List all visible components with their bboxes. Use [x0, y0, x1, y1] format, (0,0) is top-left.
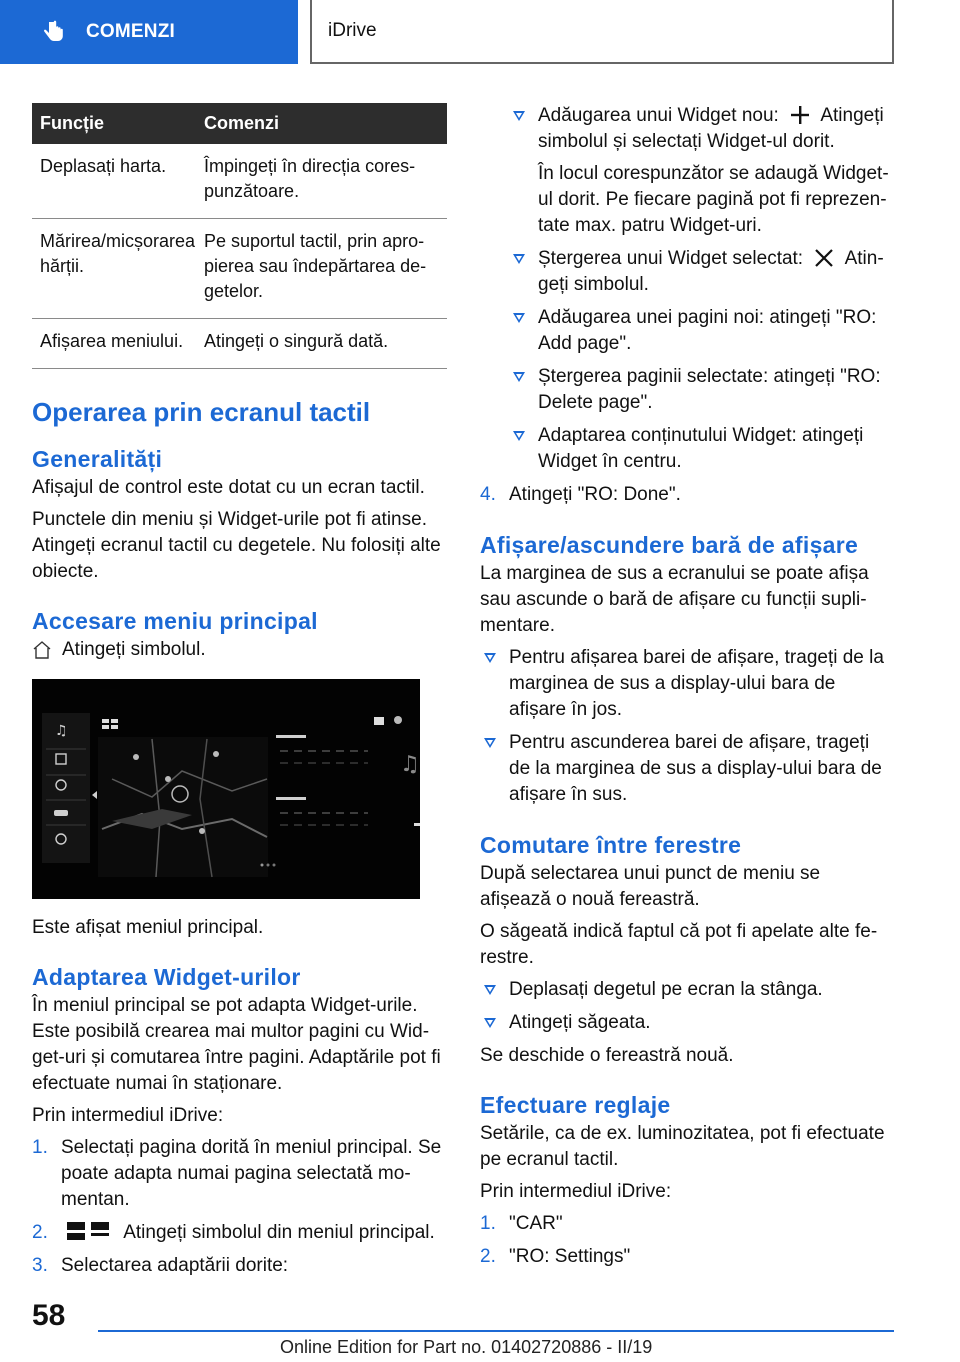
table-row — [32, 219, 447, 319]
table-cell: Afișarea meniului. — [32, 319, 196, 369]
right-column — [480, 103, 895, 1277]
paragraph: Se deschide o fereastră nouă. — [480, 1045, 734, 1066]
widget-steps — [32, 1135, 447, 1279]
functions-table — [32, 103, 447, 369]
paragraph: După selectarea unui punct de meniu se afișează o nouă fereastră. — [480, 863, 821, 910]
list-item — [480, 482, 895, 508]
hand-icon — [40, 19, 66, 45]
heading-widgets: Adaptarea Widget-urilor — [32, 964, 301, 990]
close-icon — [814, 249, 834, 267]
list-item — [480, 1211, 895, 1237]
table-cell: Deplasați harta. — [32, 144, 196, 219]
edition-footer: Online Edition for Part no. 01402720886 - II/19 — [280, 1337, 653, 1357]
paragraph: Setările, ca de ex. luminozitatea, pot fi efectuate pe ecranul tactil. — [480, 1123, 885, 1170]
triangle-bullet-icon — [484, 738, 496, 748]
left-column — [32, 103, 447, 1286]
list-item — [509, 423, 895, 475]
item-text: Atingeți simbolul. — [538, 248, 884, 295]
heading-main-menu: Accesare meniu principal — [32, 608, 318, 634]
widget-steps-continued — [480, 482, 895, 508]
menu-instruction-text: Atingeți simbolul. — [62, 639, 206, 660]
step-number: 1. — [32, 1137, 48, 1158]
table-cell: Mărirea/micșorarea hărții. — [32, 219, 196, 319]
step-number: 2. — [480, 1246, 496, 1267]
item-text: Ștergerea unui Widget selectat: — [538, 248, 804, 269]
list-item — [32, 1135, 447, 1213]
triangle-bullet-icon — [484, 1018, 496, 1028]
step-number: 3. — [32, 1255, 48, 1276]
chapter-label: COMENZI — [86, 21, 176, 42]
item-text: Atingeți săgeata. — [509, 1012, 651, 1033]
svg-text:♫: ♫ — [400, 752, 420, 777]
heading-general: Generalități — [32, 446, 163, 472]
item-text: Deplasați degetul pe ecran la stânga. — [509, 979, 823, 1000]
step-text: Atingeți simbolul din meniul principal. — [123, 1222, 435, 1243]
table-header-row — [32, 103, 447, 144]
table-cell: Pe suportul tactil, prin apropierea sau îndepărtarea degetelor. — [196, 219, 447, 319]
paragraph: În meniul principal se pot adapta Widget-urile. Este posibilă crearea mai multor pagini cu Widget-uri și comutarea între pagini. Adaptările pot fi efectuate numai în staționare. — [32, 995, 441, 1094]
table-row — [32, 144, 447, 219]
home-icon — [32, 639, 52, 661]
menu-instruction — [32, 637, 447, 663]
step-number: 2. — [32, 1222, 48, 1243]
table-header-controls: Comenzi — [196, 103, 447, 144]
step-text: "CAR" — [509, 1213, 563, 1234]
item-text: Adaptarea conținutului Widget: atingeți Widget în centru. — [538, 425, 864, 472]
paragraph: La marginea de sus a ecranului se poate afișa sau ascunde o bară de afișare cu funcții suplimentare. — [480, 563, 869, 636]
settings-steps — [480, 1211, 895, 1270]
triangle-bullet-icon — [513, 313, 525, 323]
paragraph: O săgeată indică faptul că pot fi apelate alte ferestre. — [480, 921, 878, 968]
section-header — [310, 0, 894, 64]
step-text: Atingeți "RO: Done". — [509, 484, 681, 505]
heading-display-bar: Afișare/ascundere bară de afișare — [480, 532, 859, 558]
paragraph: Punctele din meniu și Widget-urile pot fi atinse. Atingeți ecranul tactil cu degetele. Nu folosiți alte obiecte. — [32, 509, 441, 582]
triangle-bullet-icon — [484, 653, 496, 663]
list-item — [480, 977, 895, 1003]
menu-caption: Este afișat meniul principal. — [32, 917, 264, 938]
plus-icon — [790, 106, 810, 124]
list-item — [509, 305, 895, 357]
item-text: Atingeți simbolul și selectați Widget-ul dorit. — [538, 105, 884, 152]
svg-text:♫: ♫ — [55, 723, 68, 739]
item-note: În locul corespunzător se adaugă Widget-ul dorit. Pe fiecare pagină pot fi reprezentate max. patru Widget-uri. — [538, 163, 889, 236]
item-text: Pentru ascunderea barei de afișare, trageți de la marginea de sus a display-ului bara de afișare în sus. — [509, 732, 882, 805]
triangle-bullet-icon — [513, 111, 525, 121]
step-text: "RO: Settings" — [509, 1246, 631, 1267]
heading-touch-operation: Operarea prin ecranul tactil — [32, 397, 371, 427]
item-text: Adăugarea unei pagini noi: atingeți "RO: Add page". — [538, 307, 877, 354]
display-illustration — [32, 679, 420, 899]
list-item — [480, 1010, 895, 1036]
heading-switch-windows: Comutare între ferestre — [480, 832, 742, 858]
table-cell: Atingeți o singură dată. — [196, 319, 447, 369]
display-bar-steps — [480, 645, 895, 808]
list-item — [509, 103, 895, 239]
page-number: 58 — [32, 1299, 66, 1332]
list-item — [480, 730, 895, 808]
item-text: Adăugarea unui Widget nou: — [538, 105, 779, 126]
triangle-bullet-icon — [513, 372, 525, 382]
item-text: Ștergerea paginii selectate: atingeți "RO: Delete page". — [538, 366, 881, 413]
table-header-function: Funcție — [32, 103, 196, 144]
step-text: Selectați pagina dorită în meniul principal. Se poate adapta numai pagina selectată momentan. — [61, 1137, 442, 1210]
paragraph: Afișajul de control este dotat cu un ecran tactil. — [32, 477, 425, 498]
list-item — [32, 1220, 447, 1246]
triangle-bullet-icon — [484, 985, 496, 995]
paragraph: Prin intermediul iDrive: — [480, 1181, 672, 1202]
adaptation-options — [480, 103, 895, 475]
table-row — [32, 319, 447, 369]
list-item — [32, 1253, 447, 1279]
list-item — [480, 645, 895, 723]
triangle-bullet-icon — [513, 254, 525, 264]
list-item — [509, 246, 895, 298]
page-header — [0, 0, 960, 66]
table-cell: Împingeți în direcția corespunzătoare. — [196, 144, 447, 219]
list-item — [480, 1244, 895, 1270]
step-number: 1. — [480, 1213, 496, 1234]
footer-divider — [98, 1330, 894, 1332]
step-text: Selectarea adaptării dorite: — [61, 1255, 289, 1276]
list-item — [509, 364, 895, 416]
step-number: 4. — [480, 484, 496, 505]
section-title: iDrive — [328, 20, 377, 41]
heading-settings: Efectuare reglaje — [480, 1092, 671, 1118]
triangle-bullet-icon — [513, 431, 525, 441]
main-menu-screen-image — [32, 679, 420, 899]
chapter-tab — [0, 0, 298, 64]
edit-layout-icon — [67, 1221, 113, 1241]
item-text: Pentru afișarea barei de afișare, trageți de la marginea de sus a display-ului bara de afișare în jos. — [509, 647, 884, 720]
paragraph: Prin intermediul iDrive: — [32, 1105, 224, 1126]
switch-steps — [480, 977, 895, 1036]
